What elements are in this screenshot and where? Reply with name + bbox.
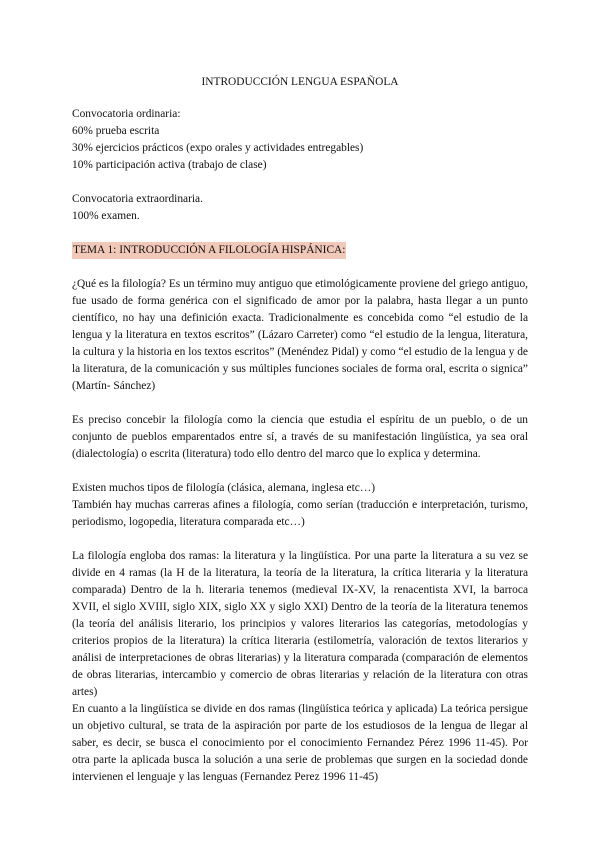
ordinary-exam-item: 30% ejercicios prácticos (expo orales y actividades entregables) — [72, 142, 364, 154]
ordinary-exam-item: 10% participación activa (trabajo de clase) — [72, 159, 267, 171]
paragraph-what-is-philology: ¿Qué es la filología? Es un término muy antiguo que etimológicamente proviene del griego antiguo, fue usado de forma genérica con el significado de amor por la palabra, hasta llegar a un punto científico, no hay una definición exacta. Tradicionalmente es concebida como “el estudio de la lengua y la literatura en textos escritos” (Lázaro Carreter) como “el estudio de la lengua, literatura, la cultura y la historia en los textos escritos” (Menéndez Pidal) y como “el estudio de la lengua y de la literatura, de la comunicación y sus múltiples funciones sociales de forma oral, escrita o signica” (Martín- Sánchez) — [72, 278, 528, 392]
paragraph-related-degrees: También hay muchas carreras afines a filología, como serían (traducción e interpretación, turismo, periodismo, logopedia, literatura comparada etc…) — [72, 499, 528, 528]
ordinary-exam-item: 60% prueba escrita — [72, 125, 160, 137]
extraordinary-exam-section — [72, 191, 528, 225]
paragraph-linguistics-branches: En cuanto a la lingüística se divide en dos ramas (lingüística teórica y aplicada) La teórica persigue un objetivo cultural, se trata de la aspiración por parte de los estudiosos de la lengua de llegar al saber, es decir, se busca el conocimiento por el conocimiento Fernandez Pérez 1996 11-45). Por otra parte la aplicada busca la solución a una serie de problemas que surgen en la sociedad donde intervienen el lenguaje y las lenguas (Fernandez Perez 1996 11-45) — [72, 703, 528, 783]
topic-heading: TEMA 1: INTRODUCCIÓN A FILOLOGÍA HISPÁNICA: — [72, 242, 346, 259]
paragraph-philology-concept: Es preciso concebir la filología como la ciencia que estudia el espíritu de un pueblo, o de un conjunto de pueblos emparentados entre sí, a través de su manifestación lingüística, ya sea oral (dialectología) o escrita (literatura) todo ello dentro del marco que lo explica y determina. — [72, 414, 528, 460]
extraordinary-exam-item: 100% examen. — [72, 210, 140, 222]
extraordinary-exam-heading: Convocatoria extraordinaria. — [72, 193, 203, 205]
ordinary-exam-section — [72, 106, 528, 174]
paragraph-literature-branches: La filología engloba dos ramas: la literatura y la lingüística. Por una parte la literatura a su vez se divide en 4 ramas (la H de la literatura, la teoría de la literatura, la crítica literaria y la literatura comparada) Dentro de la h. literaria tenemos (medieval IX-XV, la renacentista XVI, la barroca XVII, el siglo XVIII, siglo XIX, siglo XX y siglo XXI) Dentro de la teoría de la literatura tenemos (la teoría del análisis literario, los principios y valores literarios las categorías, metodologías y criterios propios de la literatura) la crítica literaria (estilometría, valoración de textos literarios y análisi de interpretaciones de obras literarias) y la literatura comparada (comparación de elementos de obras literarias, intercambio y comercio de obras literarias y relación de la literatura con otras artes) — [72, 550, 528, 698]
paragraph-types-of-philology: Existen muchos tipos de filología (clásica, alemana, inglesa etc…) — [72, 482, 376, 494]
ordinary-exam-heading: Convocatoria ordinaria: — [72, 108, 181, 120]
document-title: INTRODUCCIÓN LENGUA ESPAÑOLA — [201, 76, 399, 88]
